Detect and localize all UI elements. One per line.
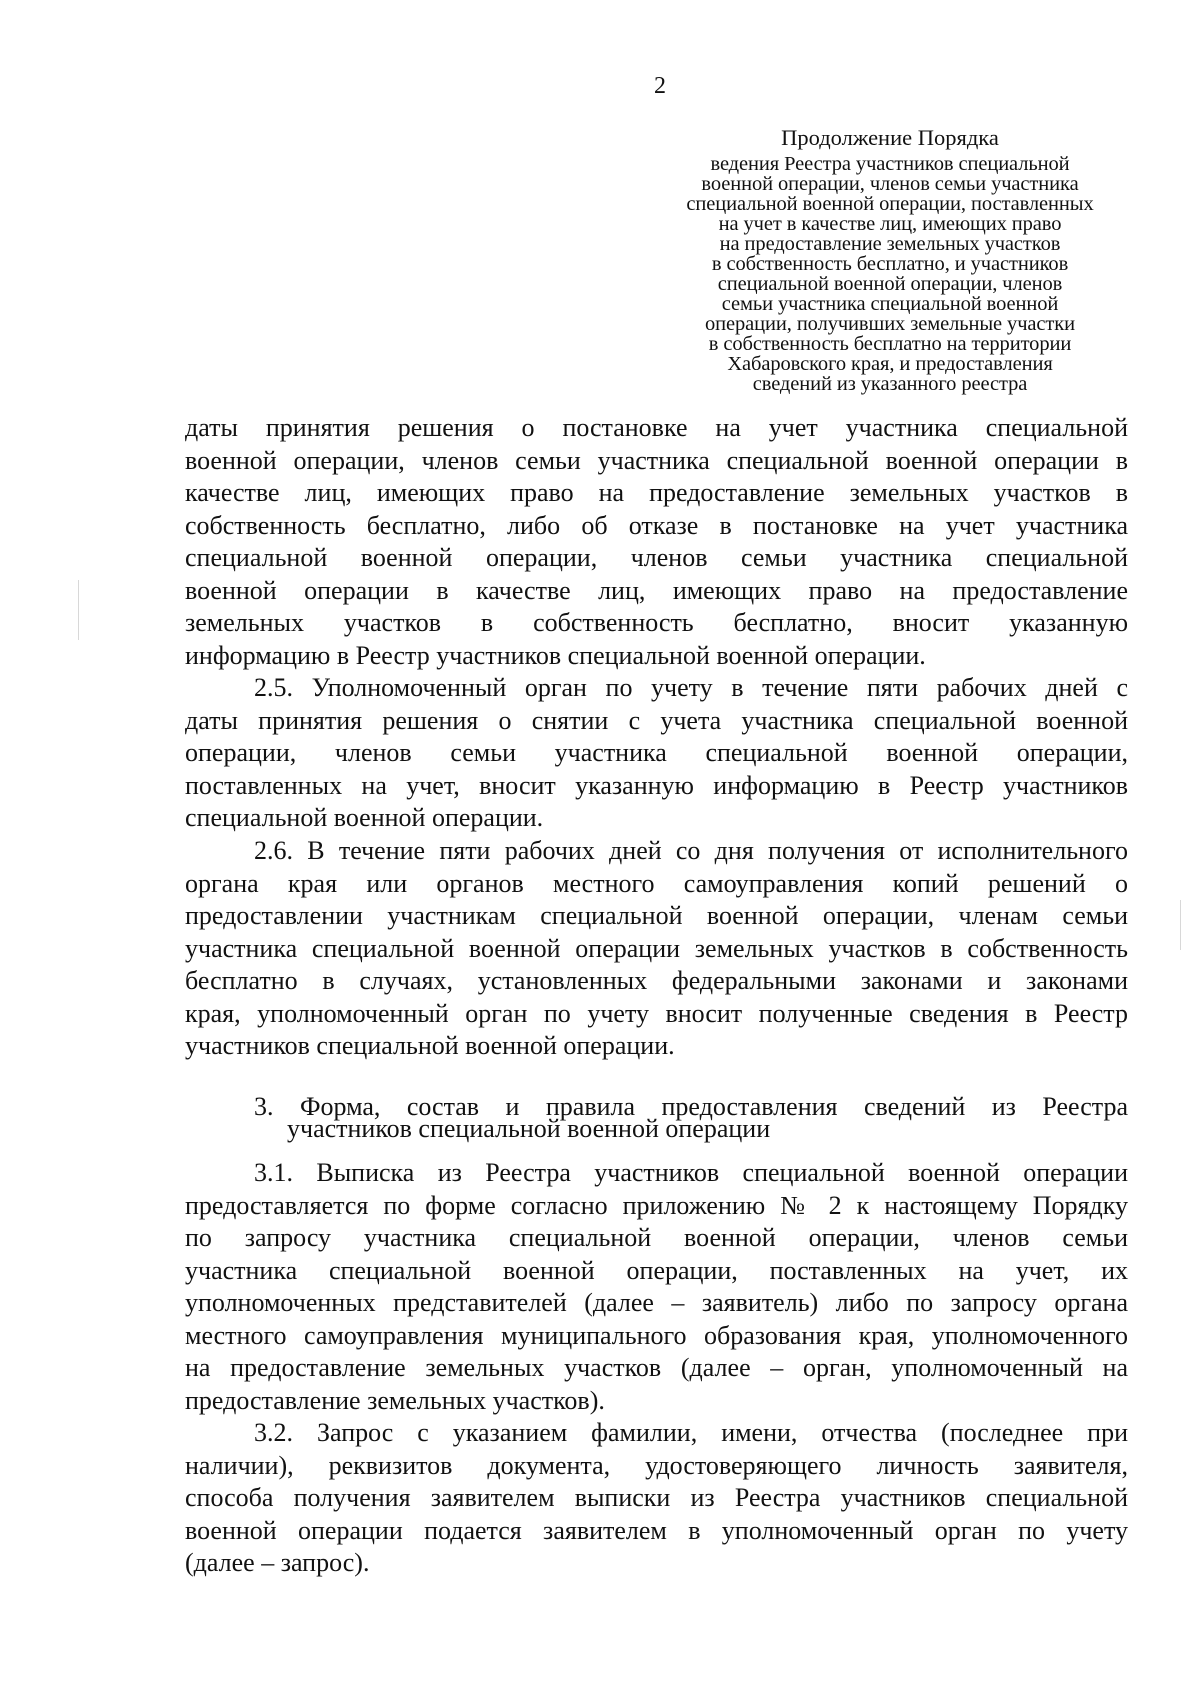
heading-line: 3. Форма, состав и правила предоставления сведений из Реестра (254, 1092, 1128, 1121)
header-title: Продолжение Порядка (781, 125, 999, 150)
paragraph (185, 1157, 1128, 1417)
text-line: даты принятия решения о снятии с учета участника специальной военной (185, 705, 1128, 735)
text-line: 2.6. В течение пяти рабочих дней со дня получения от исполнительного (254, 836, 1128, 865)
text-line: предоставлении участникам специальной военной операции, членам семьи (185, 901, 1128, 930)
text-line: даты принятия решения о постановке на учет участника специальной (185, 413, 1128, 442)
text-line: поставленных на учет, вносит указанную информацию в Реестр участников (185, 770, 1128, 800)
text-line: качестве лиц, имеющих право на предоставление земельных участков в (185, 478, 1128, 507)
header-line: операции, получивших земельные участки (704, 313, 1075, 335)
header-line: Хабаровского края, и предоставления (727, 353, 1053, 375)
text-line: 3.2. Запрос с указанием фамилии, имени, отчества (последнее при (254, 1418, 1128, 1447)
text-line: специальной военной операции. (185, 803, 544, 832)
section-3-heading (254, 1092, 1128, 1143)
text-line: специальной военной операции, членов семьи участника специальной (185, 543, 1128, 572)
paragraph-3-1 (185, 1157, 1128, 1417)
text-line: способа получения заявителем выписки из Реестра участников специальной (185, 1483, 1128, 1512)
header-line: сведений из указанного реестра (752, 373, 1028, 395)
text-line: органа края или органов местного самоуправления копий решений о (185, 868, 1128, 898)
header-line: в собственность бесплатно на территории (708, 333, 1072, 355)
header-line: на учет в качестве лиц, имеющих право (718, 213, 1062, 235)
paragraph (185, 672, 1128, 835)
scan-margin-mark (1180, 900, 1181, 950)
text-line: участников специальной военной операции. (185, 1031, 675, 1060)
text-line: предоставление земельных участков). (185, 1385, 605, 1415)
text-line: наличии), реквизитов документа, удостоверяющего личность заявителя, (185, 1450, 1128, 1480)
header-line: на предоставление земельных участков (719, 233, 1061, 255)
scan-margin-mark (78, 580, 79, 640)
paragraph (185, 835, 1128, 1063)
text-line: военной операции в качестве лиц, имеющих право на предоставление (185, 575, 1128, 605)
text-line: на предоставление земельных участков (далее – орган, уполномоченный на (185, 1353, 1128, 1382)
text-line: 3.1. Выписка из Реестра участников специальной военной операции (254, 1158, 1128, 1187)
text-line: земельных участков в собственность бесплатно, вносит указанную (185, 608, 1128, 637)
text-line: (далее – запрос). (185, 1548, 370, 1577)
text-line: местного самоуправления муниципального образования края, уполномоченного (185, 1320, 1128, 1350)
header-line: специальной военной операции, поставленных (686, 193, 1094, 215)
text-line: военной операции, членов семьи участника специальной военной операции в (185, 445, 1128, 475)
text-line: уполномоченных представителей (далее – заявитель) либо по запросу органа (185, 1288, 1128, 1317)
paragraph (185, 412, 1128, 672)
text-line: участника специальной военной операции земельных участков в собственность (185, 933, 1128, 963)
heading-line: участников специальной военной операции (287, 1114, 771, 1143)
text-line: края, уполномоченный орган по учету вносит полученные сведения в Реестр (185, 998, 1128, 1028)
paragraph-3-2 (185, 1417, 1128, 1580)
paragraph-2-5 (185, 672, 1128, 835)
text-line: операции, членов семьи участника специальной военной операции, (185, 738, 1128, 767)
paragraph-continuation (185, 412, 1128, 672)
text-line: бесплатно в случаях, установленных федеральными законами и законами (185, 966, 1128, 995)
text-line: участника специальной военной операции, поставленных на учет, их (185, 1255, 1128, 1285)
paragraph (185, 1417, 1128, 1580)
text-line: информацию в Реестр участников специальной военной операции. (185, 640, 926, 670)
text-line: собственность бесплатно, либо об отказе в постановке на учет участника (185, 510, 1128, 540)
text-line: военной операции подается заявителем в уполномоченный орган по учету (185, 1515, 1128, 1545)
text-line: по запросу участника специальной военной операции, членов семьи (185, 1223, 1128, 1252)
text-line: 2.5. Уполномоченный орган по учету в течение пяти рабочих дней с (254, 673, 1128, 702)
header-subtitle-block (620, 154, 1160, 394)
page-number: 2 (654, 73, 666, 99)
paragraph-2-6 (185, 835, 1128, 1063)
header-line: военной операции, членов семьи участника (701, 173, 1079, 195)
header-line: ведения Реестра участников специальной (710, 153, 1070, 175)
header-line: в собственность бесплатно, и участников (711, 253, 1069, 275)
header-line: специальной военной операции, членов (717, 273, 1063, 295)
header-line: семьи участника специальной военной (721, 293, 1059, 315)
text-line: предоставляется по форме согласно приложению № 2 к настоящему Порядку (185, 1190, 1128, 1220)
